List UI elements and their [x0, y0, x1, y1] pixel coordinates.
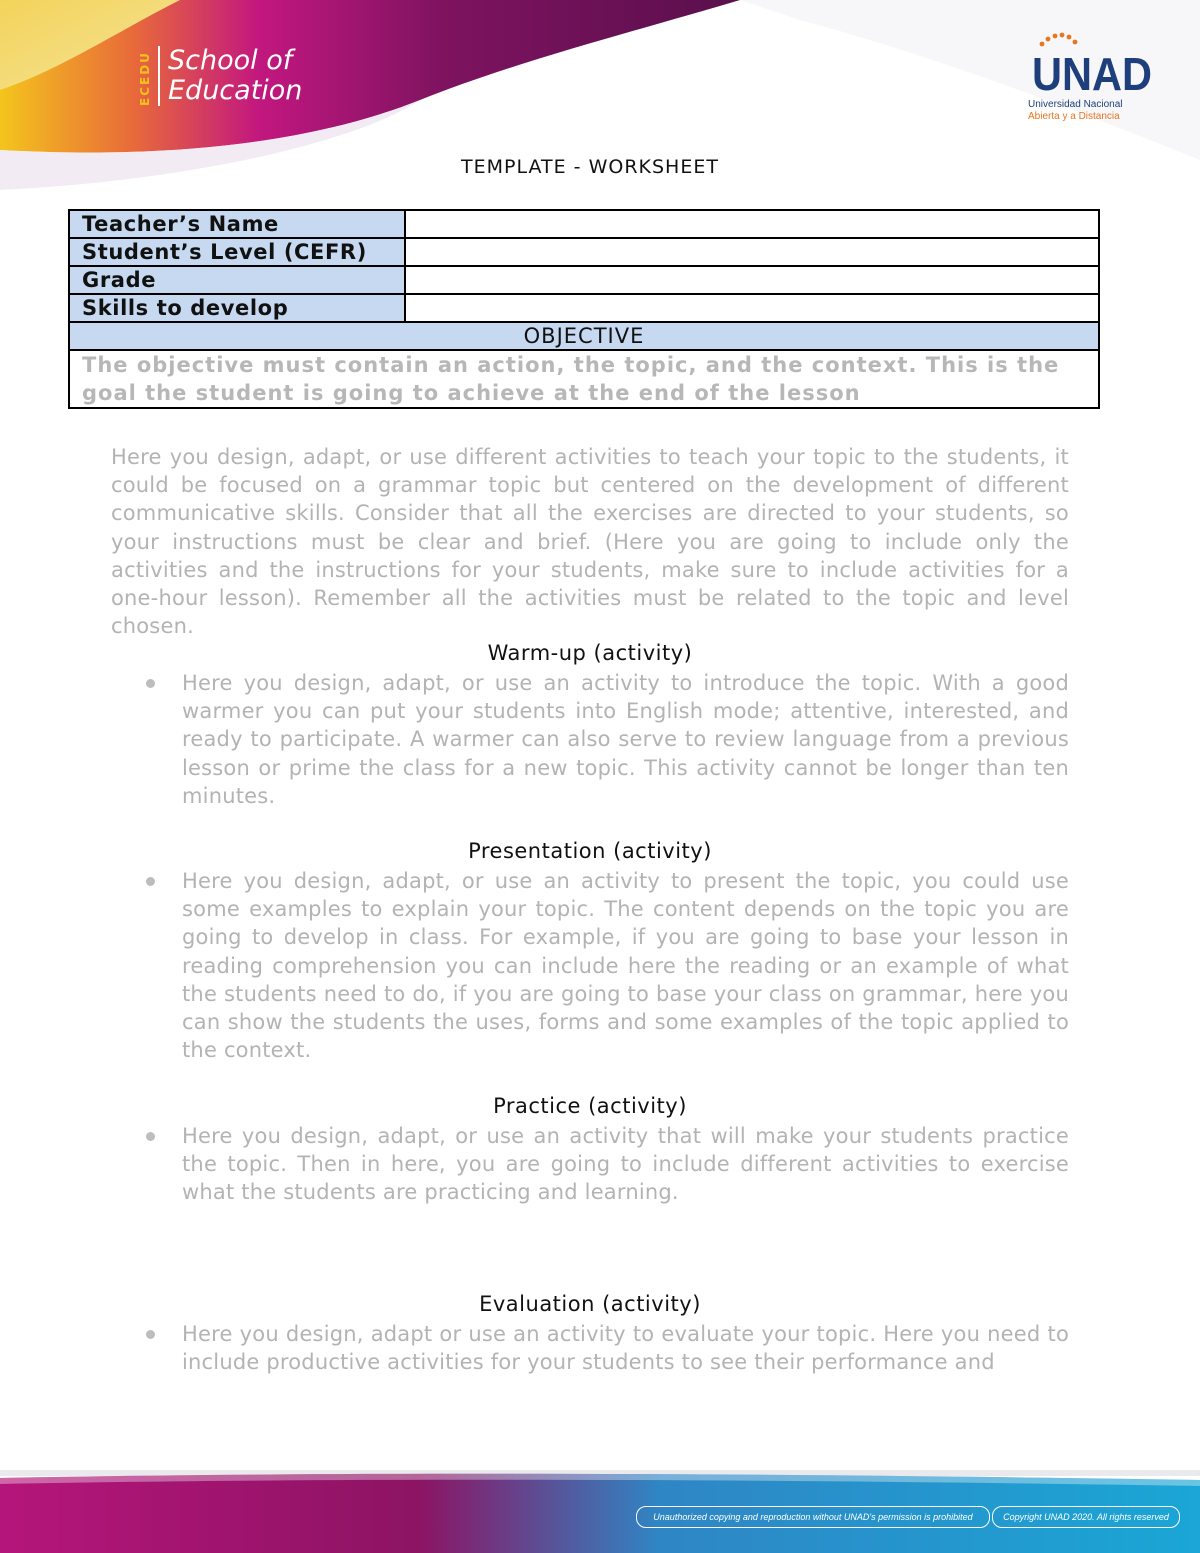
objective-heading: OBJECTIVE: [69, 322, 1099, 350]
evaluation-text: Here you design, adapt or use an activity to evaluate your topic. Here you need to include productive activities for your students to see their performance and: [182, 1322, 1069, 1375]
presentation-text: Here you design, adapt, or use an activity to present the topic, you could use some examples to explain your topic. The content depends on the topic you are going to develop in class. For example, if you are going to base your lesson in reading comprehension you can include here the reading or an example of what the students need to do, if you are going to base your class on grammar, here you can show the students the uses, forms and some examples of the topic applied to the context.: [182, 869, 1069, 1063]
info-row-grade: [69, 266, 1099, 294]
footer-copy-notice: Unauthorized copying and reproduction without UNAD's permission is prohibited: [636, 1506, 990, 1528]
student-level-label: Student’s Level (CEFR): [69, 238, 405, 266]
info-row-teacher: [69, 210, 1099, 238]
document-title: TEMPLATE - WORKSHEET: [461, 156, 719, 178]
objective-body-row: [69, 350, 1099, 408]
brand-divider: [158, 46, 160, 106]
info-row-level: [69, 238, 1099, 266]
info-row-skills: [69, 294, 1099, 322]
presentation-title: Presentation (activity): [468, 839, 712, 863]
logo-caption-line-1: Universidad Nacional: [1028, 99, 1123, 110]
brand-line-1: School of: [168, 45, 293, 76]
intro-paragraph: Here you design, adapt, or use different activities to teach your topic to the students, it could be focused on a grammar topic but centered on the development of different communicative skills. Consider that all the exercises are directed to your students, so your instructions must be clear and brief. (Here you are going to include only the activities and the instructions for your students, make sure to include activities for a one-hour lesson). Remember all the activities must be related to the topic and level chosen.: [111, 445, 1069, 639]
skills-label: Skills to develop: [69, 294, 405, 322]
warm-up-text: Here you design, adapt, or use an activity to introduce the topic. With a good warmer you can put your students into English mode; attentive, interested, and ready to participate. A warmer can also serve to review language from a previous lesson or prime the class for a new topic. This activity cannot be longer than ten minutes.: [182, 671, 1069, 808]
brand-line-2: Education: [168, 75, 303, 106]
practice-bullet-icon: [146, 1132, 158, 1144]
unad-logo-text: UNAD: [1032, 48, 1152, 100]
warm-up-bullet-icon: [146, 679, 158, 691]
practice-title: Practice (activity): [493, 1094, 687, 1118]
objective-heading-row: [69, 322, 1099, 350]
ecedu-vertical-label: ECEDU: [138, 51, 152, 106]
practice-text: Here you design, adapt, or use an activity that will make your students practice the topic. Then in here, you are going to include different activities to exercise what the students are practicing and learning.: [182, 1124, 1069, 1205]
skills-field[interactable]: [405, 294, 1099, 322]
brand-text: [168, 46, 302, 106]
presentation-bullet-icon: [146, 877, 158, 889]
teacher-name-field[interactable]: [405, 210, 1099, 238]
evaluation-bullet-icon: [146, 1330, 158, 1342]
lesson-info-table: [68, 209, 1100, 409]
warm-up-title: Warm-up (activity): [487, 641, 693, 665]
grade-label: Grade: [69, 266, 405, 294]
school-of-education-brand: [138, 46, 302, 106]
grade-field[interactable]: [405, 266, 1099, 294]
unad-logo-dots: [1040, 33, 1078, 47]
objective-text[interactable]: The objective must contain an action, the topic, and the context. This is the goal the student is going to achieve at the end of the lesson: [69, 350, 1099, 408]
footer-copyright: Copyright UNAD 2020. All rights reserved: [992, 1506, 1180, 1528]
evaluation-title: Evaluation (activity): [479, 1292, 701, 1316]
student-level-field[interactable]: [405, 238, 1099, 266]
logo-caption-line-2: Abierta y a Distancia: [1028, 111, 1120, 122]
teacher-name-label: Teacher’s Name: [69, 210, 405, 238]
